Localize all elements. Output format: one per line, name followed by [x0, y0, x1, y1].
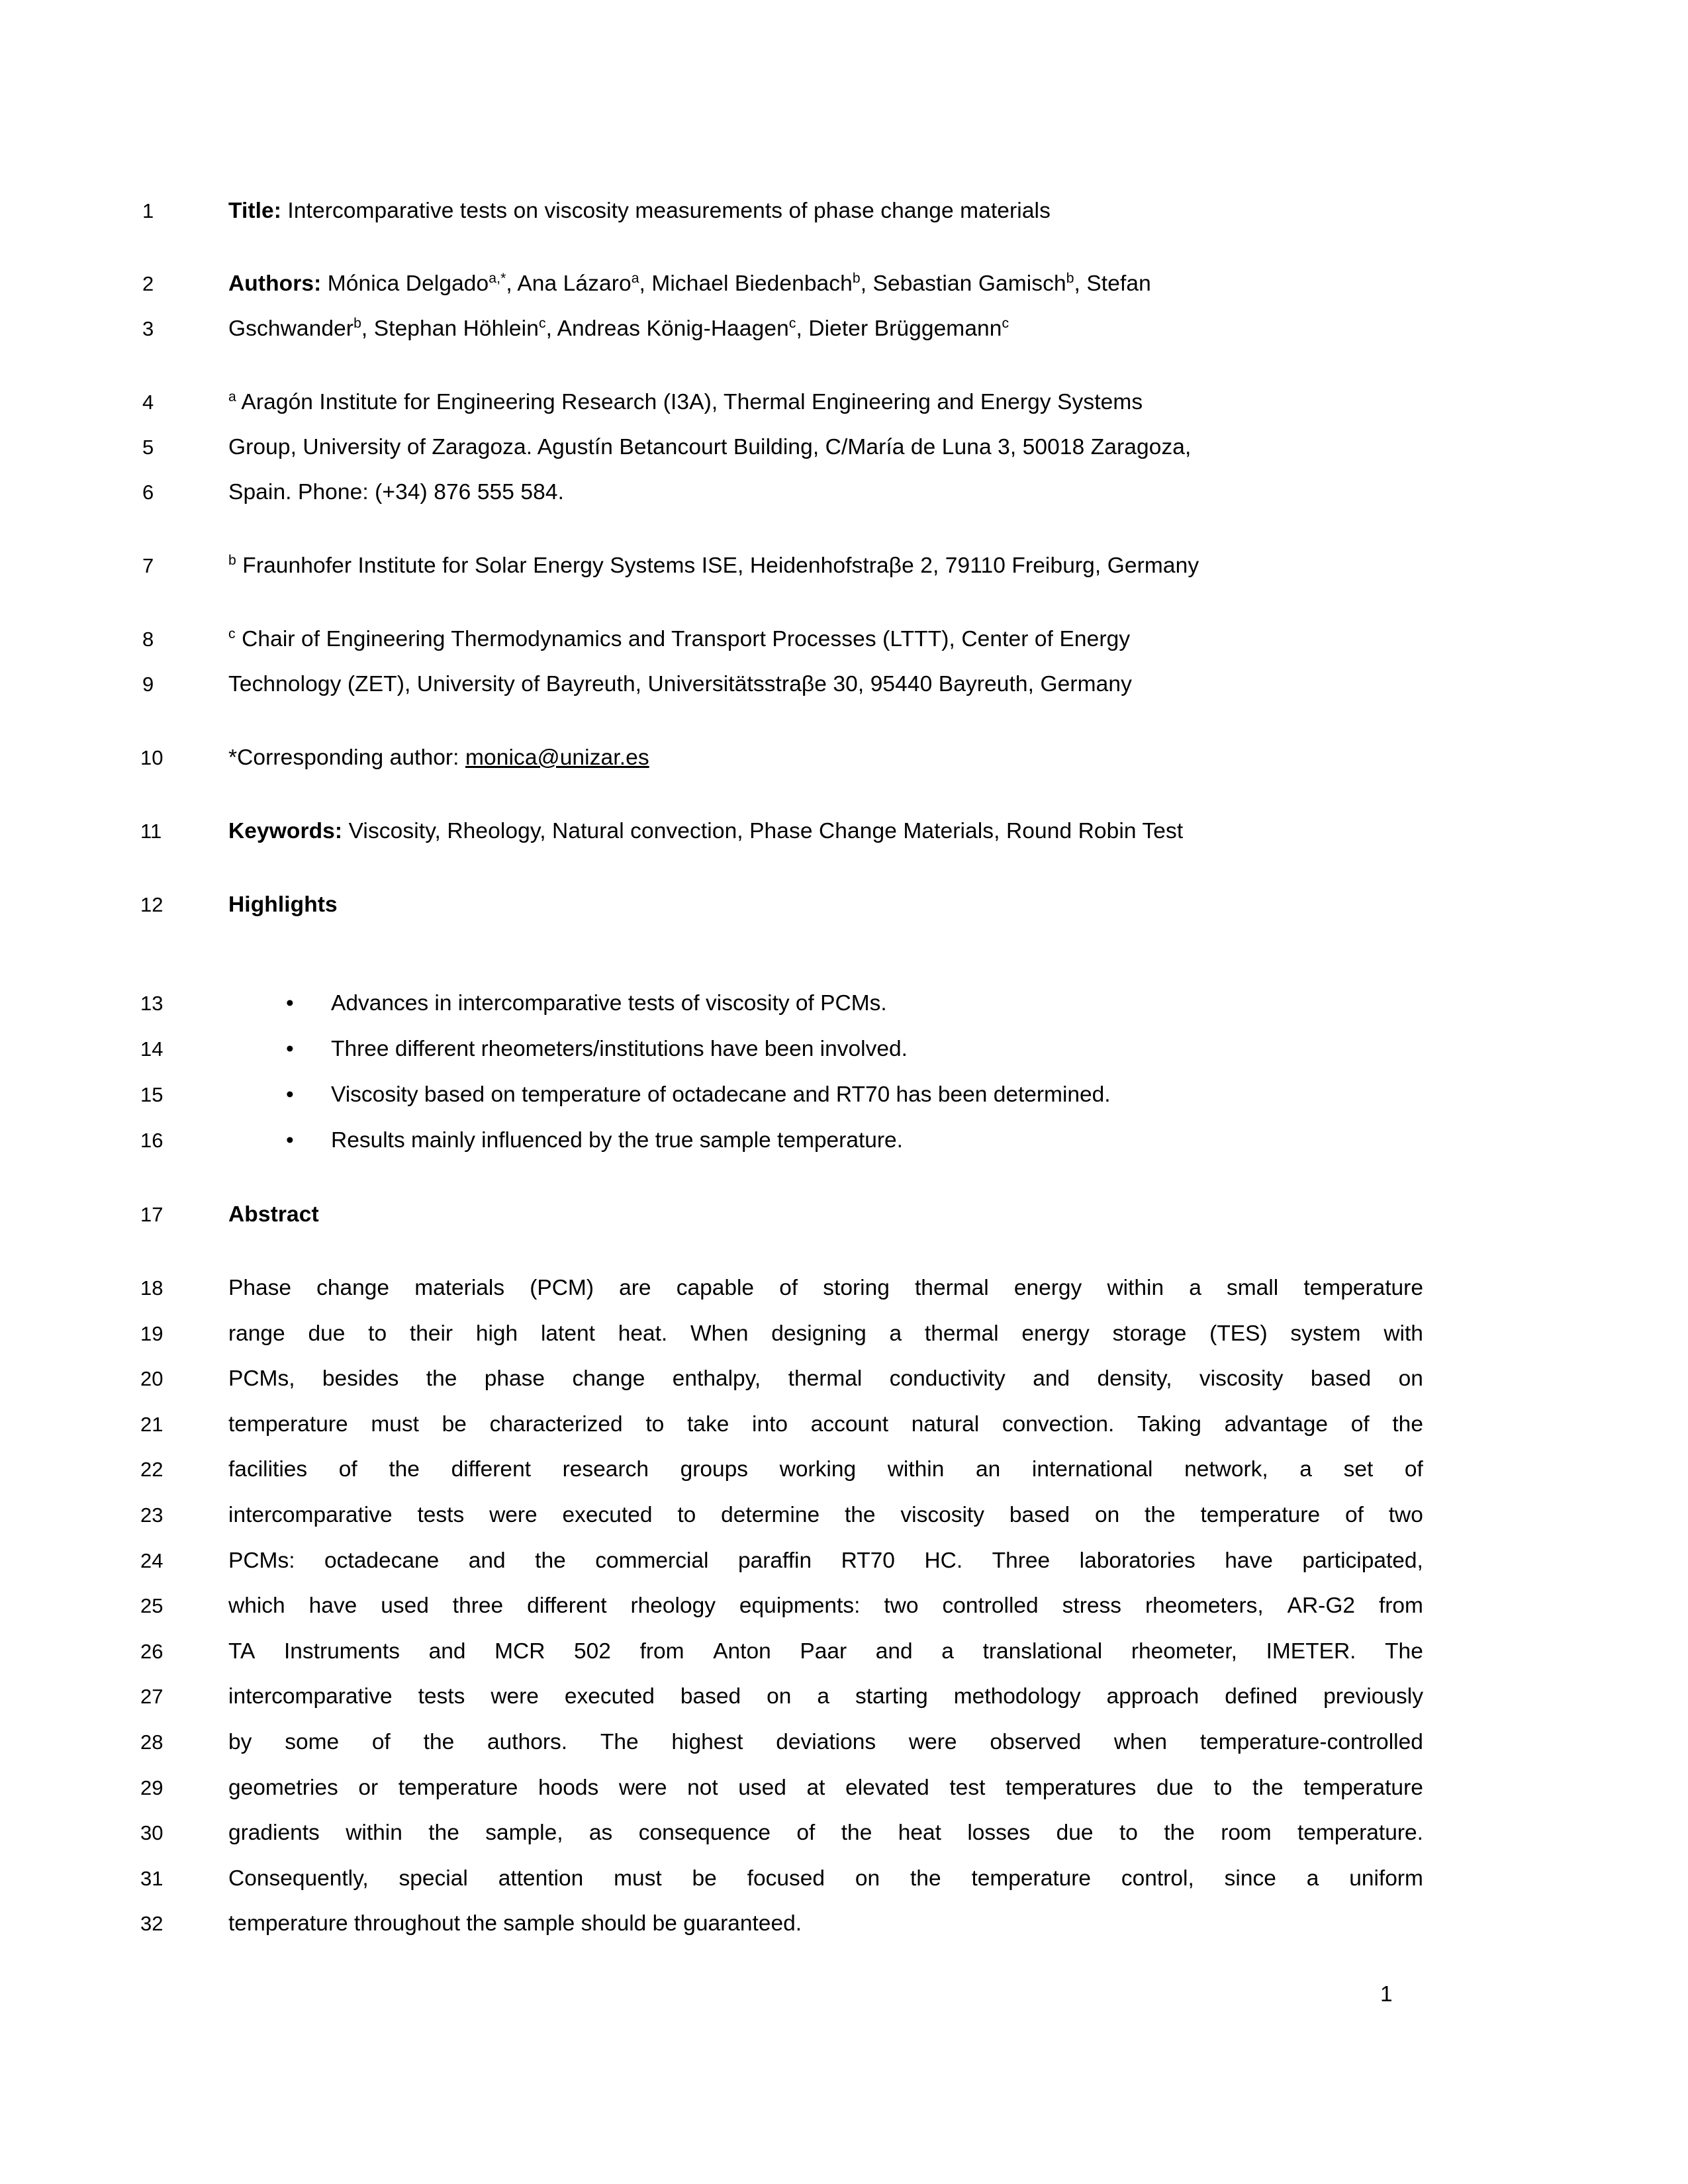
- abstract-word: and: [1033, 1366, 1070, 1392]
- abstract-word: AR-G2: [1287, 1593, 1356, 1619]
- abstract-word: three: [452, 1593, 504, 1619]
- abstract-word: heat: [898, 1821, 941, 1846]
- abstract-word: The: [600, 1730, 639, 1754]
- abstract-word: since: [1224, 1866, 1276, 1891]
- abstract-word: must: [614, 1866, 662, 1891]
- abstract-word: on: [767, 1684, 792, 1709]
- abstract-word: conductivity: [889, 1366, 1006, 1392]
- abstract-word: determine: [721, 1503, 820, 1527]
- affiliation-b-line-1: [228, 551, 1423, 581]
- abstract-word: or: [358, 1775, 379, 1800]
- highlights-heading: Highlights: [228, 892, 338, 917]
- abstract-word: different: [527, 1593, 607, 1619]
- bullet-icon: •: [286, 1128, 294, 1153]
- abstract-word: highest: [671, 1730, 743, 1754]
- abstract-word: are: [619, 1276, 651, 1300]
- author-name-2: , Ana Lázaro: [506, 271, 632, 296]
- abstract-word: The: [1385, 1638, 1423, 1664]
- abstract-word: were: [491, 1684, 539, 1709]
- abstract-word: Three: [992, 1548, 1051, 1573]
- abstract-word: to: [368, 1321, 387, 1346]
- abstract-word: which: [228, 1593, 285, 1619]
- abstract-word: have: [308, 1593, 357, 1619]
- abstract-word: when: [1113, 1730, 1168, 1754]
- abstract-word: high: [475, 1321, 518, 1346]
- abstract-word: a: [941, 1638, 954, 1664]
- keywords-text: Viscosity, Rheology, Natural convection, Phase Change Materials, Round Robin Test: [342, 819, 1184, 843]
- affiliation-marker: c: [788, 315, 796, 331]
- abstract-word: convection.: [1002, 1411, 1115, 1437]
- abstract-word: special: [399, 1866, 468, 1891]
- abstract-word: to: [1119, 1821, 1138, 1846]
- abstract-word: advantage: [1224, 1411, 1329, 1437]
- abstract-word: When: [690, 1321, 749, 1346]
- line-number: 23: [140, 1503, 164, 1527]
- abstract-word: at: [806, 1775, 825, 1800]
- affiliation-marker: b: [852, 270, 861, 286]
- abstract-word: commercial: [595, 1548, 709, 1573]
- abstract-word: two: [1388, 1503, 1423, 1527]
- abstract-word: due: [308, 1321, 346, 1346]
- line-number: 18: [140, 1276, 164, 1300]
- affiliation-a-line-3: Spain. Phone: (+34) 876 555 584.: [228, 480, 565, 504]
- abstract-word: previously: [1323, 1684, 1423, 1709]
- affiliation-a-line-1: [228, 387, 1423, 418]
- line-number: 13: [140, 992, 164, 1015]
- bullet-icon: •: [286, 1082, 294, 1107]
- abstract-word: Taking: [1137, 1411, 1201, 1437]
- abstract-line: [228, 1864, 1423, 1894]
- abstract-word: density,: [1097, 1366, 1172, 1392]
- affiliation-c-text: Chair of Engineering Thermodynamics and Transport Processes (LTTT), Center of Energy: [235, 627, 1131, 651]
- line-number: 15: [140, 1083, 164, 1106]
- abstract-line: [228, 1364, 1423, 1394]
- line-number: 11: [140, 820, 162, 843]
- abstract-word: designing: [771, 1321, 867, 1346]
- abstract-word: losses: [967, 1821, 1031, 1846]
- abstract-word: of: [338, 1457, 357, 1482]
- abstract-word: intercomparative: [228, 1684, 393, 1709]
- bullet-icon: •: [286, 991, 294, 1016]
- abstract-word: temperature-controlled: [1199, 1730, 1423, 1754]
- abstract-word: temperature: [1200, 1503, 1321, 1527]
- author-name-1: Mónica Delgado: [321, 271, 489, 296]
- affiliation-c-line-2: Technology (ZET), University of Bayreuth, Universitätsstraβe 30, 95440 Bayreuth, Germany: [228, 672, 1132, 696]
- abstract-word: within: [1107, 1276, 1164, 1300]
- abstract-word: have: [1225, 1548, 1273, 1573]
- abstract-word: octadecane: [324, 1548, 440, 1573]
- abstract-word: to: [677, 1503, 696, 1527]
- abstract-word: rheology: [630, 1593, 716, 1619]
- abstract-word: PCMs:: [228, 1548, 295, 1573]
- abstract-word: stress: [1062, 1593, 1121, 1619]
- abstract-word: IMETER.: [1266, 1638, 1356, 1664]
- abstract-word: temperature: [971, 1866, 1092, 1891]
- abstract-word: hoods: [538, 1775, 599, 1800]
- abstract-word: of: [1350, 1411, 1370, 1437]
- author-name-5-partial: , Stefan: [1074, 271, 1151, 296]
- affiliation-marker: c: [538, 315, 546, 331]
- abstract-word: temperature throughout the sample should be guaranteed.: [228, 1911, 802, 1936]
- abstract-word: must: [371, 1411, 419, 1437]
- abstract-word: energy: [1021, 1321, 1090, 1346]
- abstract-word: and: [875, 1638, 913, 1664]
- affiliation-marker: a,*: [489, 270, 506, 286]
- abstract-word: temperature: [228, 1411, 348, 1437]
- line-number: 30: [140, 1821, 164, 1845]
- line-number: 19: [140, 1321, 164, 1345]
- line-number: 4: [142, 391, 154, 414]
- line-number: 6: [142, 481, 154, 504]
- abstract-word: tests: [417, 1503, 465, 1527]
- abstract-line: [228, 1637, 1423, 1667]
- abstract-word: from: [639, 1638, 684, 1664]
- affiliation-a-line-2: Group, University of Zaragoza. Agustín Betancourt Building, C/María de Luna 3, 50018 Zaragoza,: [228, 435, 1192, 459]
- corresponding-author-line: [228, 743, 1423, 773]
- line-number: 20: [140, 1367, 164, 1391]
- abstract-word: two: [884, 1593, 919, 1619]
- authors-label: Authors:: [228, 271, 322, 296]
- abstract-word: the: [428, 1821, 459, 1846]
- abstract-word: used: [381, 1593, 429, 1619]
- abstract-line: [228, 1546, 1423, 1576]
- line-number: 16: [140, 1129, 164, 1152]
- abstract-word: rheometer,: [1131, 1638, 1237, 1664]
- abstract-word: the: [389, 1457, 420, 1482]
- line-number: 17: [140, 1203, 164, 1226]
- abstract-word: the: [1164, 1821, 1195, 1846]
- line-number: 29: [140, 1776, 164, 1799]
- page-number: 1: [1380, 1982, 1393, 2007]
- abstract-word: account: [810, 1411, 889, 1437]
- abstract-word: change: [316, 1276, 390, 1300]
- abstract-word: research: [562, 1457, 649, 1482]
- abstract-word: deviations: [776, 1730, 876, 1754]
- line-number: 24: [140, 1548, 164, 1572]
- abstract-word: paraffin: [737, 1548, 812, 1573]
- abstract-word: capable: [676, 1276, 755, 1300]
- abstract-word: Paar: [800, 1638, 847, 1664]
- line-number: 12: [140, 893, 164, 916]
- abstract-word: (TES): [1209, 1321, 1268, 1346]
- abstract-word: rheometers,: [1145, 1593, 1264, 1619]
- abstract-word: latent: [540, 1321, 595, 1346]
- abstract-line: [228, 1500, 1423, 1531]
- line-number: 7: [142, 554, 154, 577]
- abstract-word: change: [572, 1366, 645, 1392]
- author-name-7: , Andreas König-Haagen: [545, 316, 789, 341]
- abstract-word: a: [1189, 1276, 1201, 1300]
- abstract-word: to: [1213, 1775, 1233, 1800]
- abstract-word: tests: [418, 1684, 465, 1709]
- abstract-word: different: [451, 1457, 532, 1482]
- abstract-word: thermal: [924, 1321, 999, 1346]
- abstract-word: were: [908, 1730, 957, 1754]
- abstract-word: on: [1398, 1366, 1423, 1392]
- title-label: Title:: [228, 199, 282, 223]
- abstract-word: working: [779, 1457, 857, 1482]
- abstract-word: TA: [228, 1638, 256, 1664]
- abstract-word: control,: [1121, 1866, 1194, 1891]
- affiliation-marker: b: [1066, 270, 1074, 286]
- abstract-word: phase: [484, 1366, 545, 1392]
- abstract-word: viscosity: [900, 1503, 984, 1527]
- line-number: 1: [142, 199, 154, 222]
- abstract-word: groups: [680, 1457, 749, 1482]
- corresponding-author-label: *Corresponding author:: [228, 745, 465, 770]
- abstract-word: materials: [414, 1276, 505, 1300]
- line-number: 10: [140, 746, 164, 769]
- corresponding-author-email-link[interactable]: monica@unizar.es: [465, 745, 649, 770]
- line-number: 28: [140, 1731, 164, 1754]
- affiliation-marker: b: [228, 552, 236, 568]
- abstract-word: equipments:: [739, 1593, 861, 1619]
- abstract-word: the: [423, 1730, 455, 1754]
- affiliation-marker: c: [228, 626, 236, 641]
- abstract-word: of: [796, 1821, 816, 1846]
- abstract-word: used: [738, 1775, 786, 1800]
- line-number: 21: [140, 1412, 164, 1436]
- abstract-word: Instruments: [283, 1638, 400, 1664]
- abstract-word: of: [1404, 1457, 1423, 1482]
- line-number: 2: [142, 272, 154, 295]
- abstract-word: by: [228, 1730, 252, 1754]
- abstract-word: the: [1252, 1775, 1284, 1800]
- abstract-word: temperatures: [1005, 1775, 1137, 1800]
- abstract-word: gradients: [228, 1821, 320, 1846]
- abstract-word: of: [1344, 1503, 1364, 1527]
- abstract-line: [228, 1727, 1423, 1758]
- abstract-line: [228, 1909, 1423, 1939]
- highlight-item: Results mainly influenced by the true sample temperature.: [331, 1128, 903, 1153]
- abstract-word: thermal: [915, 1276, 989, 1300]
- abstract-word: set: [1343, 1457, 1374, 1482]
- bullet-icon: •: [286, 1037, 294, 1061]
- abstract-line: [228, 1319, 1423, 1349]
- abstract-word: temperature: [1303, 1276, 1423, 1300]
- abstract-word: of: [779, 1276, 798, 1300]
- abstract-word: take: [687, 1411, 729, 1437]
- abstract-word: international: [1031, 1457, 1153, 1482]
- abstract-word: focused: [747, 1866, 825, 1891]
- abstract-word: within: [346, 1821, 402, 1846]
- abstract-heading: Abstract: [228, 1202, 319, 1227]
- abstract-line: [228, 1773, 1423, 1803]
- abstract-word: a: [817, 1684, 829, 1709]
- highlight-item: Viscosity based on temperature of octadecane and RT70 has been determined.: [331, 1082, 1111, 1107]
- abstract-word: based: [1009, 1503, 1070, 1527]
- line-number: 31: [140, 1866, 164, 1890]
- abstract-word: RT70: [841, 1548, 895, 1573]
- abstract-word: within: [887, 1457, 945, 1482]
- abstract-word: some: [285, 1730, 340, 1754]
- title-line: [228, 196, 1423, 226]
- abstract-word: test: [949, 1775, 986, 1800]
- affiliation-b-text: Fraunhofer Institute for Solar Energy Systems ISE, Heidenhofstraβe 2, 79110 Freiburg, Germany: [236, 553, 1199, 578]
- abstract-word: room: [1221, 1821, 1272, 1846]
- highlight-item: Three different rheometers/institutions have been involved.: [331, 1037, 908, 1061]
- abstract-word: viscosity: [1199, 1366, 1284, 1392]
- abstract-word: not: [687, 1775, 718, 1800]
- abstract-word: were: [489, 1503, 538, 1527]
- abstract-word: besides: [322, 1366, 399, 1392]
- title-text: Intercomparative tests on viscosity measurements of phase change materials: [281, 199, 1051, 223]
- abstract-word: heat.: [618, 1321, 668, 1346]
- abstract-word: an: [976, 1457, 1001, 1482]
- keywords-label: Keywords:: [228, 819, 343, 843]
- author-name-4: , Sebastian Gamisch: [860, 271, 1066, 296]
- abstract-word: the: [910, 1866, 941, 1891]
- abstract-word: with: [1383, 1321, 1423, 1346]
- authors-line-2: [228, 314, 1423, 344]
- abstract-word: their: [409, 1321, 453, 1346]
- abstract-word: of: [371, 1730, 391, 1754]
- abstract-word: HC.: [924, 1548, 963, 1573]
- abstract-word: a: [1306, 1866, 1319, 1891]
- abstract-word: energy: [1013, 1276, 1082, 1300]
- abstract-word: to: [645, 1411, 665, 1437]
- abstract-word: temperature: [1303, 1775, 1423, 1800]
- abstract-word: (PCM): [530, 1276, 594, 1300]
- abstract-line: [228, 1273, 1423, 1304]
- affiliation-marker: c: [1002, 315, 1009, 331]
- abstract-word: from: [1378, 1593, 1423, 1619]
- highlight-item: Advances in intercomparative tests of viscosity of PCMs.: [331, 991, 887, 1016]
- abstract-word: PCMs,: [228, 1366, 295, 1392]
- authors-line-1: [228, 269, 1423, 299]
- line-number: 5: [142, 436, 154, 459]
- abstract-word: due: [1056, 1821, 1094, 1846]
- abstract-word: network,: [1184, 1457, 1268, 1482]
- abstract-word: laboratories: [1079, 1548, 1196, 1573]
- abstract-word: range: [228, 1321, 285, 1346]
- abstract-word: the: [844, 1503, 876, 1527]
- abstract-word: MCR: [494, 1638, 545, 1664]
- affiliation-a-text: Aragón Institute for Engineering Research (I3A), Thermal Engineering and Energy Systems: [236, 390, 1143, 414]
- abstract-word: storage: [1112, 1321, 1187, 1346]
- line-number: 26: [140, 1639, 164, 1663]
- abstract-word: be: [442, 1411, 467, 1437]
- abstract-word: controlled: [942, 1593, 1039, 1619]
- line-number: 25: [140, 1594, 164, 1618]
- abstract-word: approach: [1106, 1684, 1199, 1709]
- abstract-word: natural: [911, 1411, 980, 1437]
- abstract-word: based: [680, 1684, 741, 1709]
- abstract-word: a: [889, 1321, 902, 1346]
- abstract-word: the: [535, 1548, 566, 1573]
- line-number: 9: [142, 673, 154, 696]
- abstract-word: authors.: [487, 1730, 568, 1754]
- author-name-3: , Michael Biedenbach: [639, 271, 853, 296]
- abstract-word: translational: [982, 1638, 1103, 1664]
- abstract-word: Consequently,: [228, 1866, 369, 1891]
- abstract-word: executed: [562, 1503, 653, 1527]
- abstract-line: [228, 1818, 1423, 1848]
- abstract-word: characterized: [489, 1411, 623, 1437]
- abstract-line: [228, 1454, 1423, 1485]
- abstract-word: the: [841, 1821, 872, 1846]
- affiliation-marker: a: [228, 389, 236, 404]
- abstract-word: observed: [990, 1730, 1082, 1754]
- line-number: 32: [140, 1912, 164, 1936]
- abstract-word: defined: [1225, 1684, 1298, 1709]
- abstract-word: temperature.: [1297, 1821, 1423, 1846]
- abstract-word: temperature: [398, 1775, 518, 1800]
- abstract-line: [228, 1409, 1423, 1440]
- abstract-word: the: [426, 1366, 457, 1392]
- abstract-word: system: [1290, 1321, 1361, 1346]
- line-number: 22: [140, 1458, 164, 1482]
- author-name-5-rest: Gschwander: [228, 316, 354, 341]
- line-number: 27: [140, 1685, 164, 1709]
- abstract-word: small: [1227, 1276, 1279, 1300]
- affiliation-marker: a: [631, 270, 639, 286]
- abstract-word: sample,: [485, 1821, 563, 1846]
- abstract-word: based: [1310, 1366, 1372, 1392]
- abstract-word: facilities: [228, 1457, 308, 1482]
- abstract-word: due: [1156, 1775, 1194, 1800]
- abstract-word: 502: [574, 1638, 611, 1664]
- line-number: 3: [142, 317, 154, 340]
- abstract-word: on: [855, 1866, 880, 1891]
- abstract-word: executed: [564, 1684, 655, 1709]
- abstract-word: be: [692, 1866, 717, 1891]
- affiliation-c-line-1: [228, 624, 1423, 655]
- abstract-word: participated,: [1302, 1548, 1423, 1573]
- abstract-word: were: [618, 1775, 667, 1800]
- abstract-word: and: [468, 1548, 506, 1573]
- abstract-word: starting: [855, 1684, 928, 1709]
- abstract-word: attention: [498, 1866, 584, 1891]
- abstract-word: Anton: [713, 1638, 771, 1664]
- abstract-word: the: [1145, 1503, 1176, 1527]
- abstract-word: elevated: [845, 1775, 929, 1800]
- abstract-word: thermal: [788, 1366, 863, 1392]
- abstract-line: [228, 1682, 1423, 1712]
- abstract-line: [228, 1591, 1423, 1621]
- abstract-word: consequence: [638, 1821, 771, 1846]
- abstract-word: uniform: [1349, 1866, 1423, 1891]
- abstract-word: on: [1094, 1503, 1120, 1527]
- abstract-word: a: [1299, 1457, 1312, 1482]
- abstract-word: Phase: [228, 1276, 291, 1300]
- keywords-line: [228, 816, 1423, 847]
- line-number: 8: [142, 628, 154, 651]
- abstract-word: intercomparative: [228, 1503, 393, 1527]
- abstract-word: enthalpy,: [672, 1366, 761, 1392]
- abstract-word: and: [428, 1638, 466, 1664]
- affiliation-marker: b: [353, 315, 361, 331]
- abstract-word: the: [1392, 1411, 1423, 1437]
- abstract-word: storing: [823, 1276, 890, 1300]
- author-name-6: , Stephan Höhlein: [361, 316, 539, 341]
- abstract-word: into: [752, 1411, 788, 1437]
- author-name-8: , Dieter Brüggemann: [796, 316, 1002, 341]
- line-number: 14: [140, 1037, 164, 1061]
- abstract-word: methodology: [953, 1684, 1081, 1709]
- abstract-word: as: [588, 1821, 613, 1846]
- abstract-word: geometries: [228, 1775, 338, 1800]
